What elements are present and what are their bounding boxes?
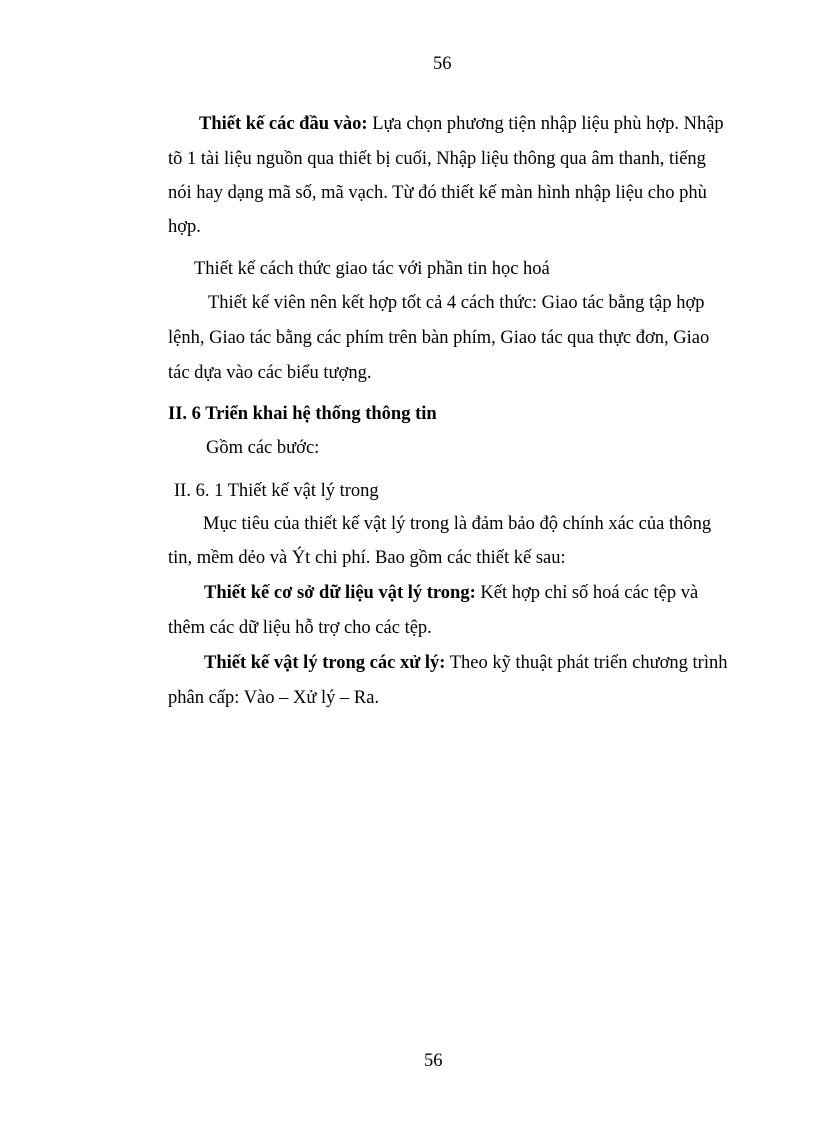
para-processing-bold: Thiết kế vật lý trong các xử lý:: [204, 653, 446, 673]
para-processing-line1-text: Theo kỹ thuật phát triển chương trình: [445, 653, 728, 673]
para-input-design-line4: hợp.: [168, 217, 201, 237]
page-number-top: 56: [433, 54, 452, 74]
para-designer-line2: lệnh, Giao tác bằng các phím trên bàn phím, Giao tác qua thực đơn, Giao: [168, 328, 710, 348]
steps-intro: Gồm các bước:: [206, 438, 320, 458]
para-database-line1-text: Kết hợp chỉ số hoá các tệp và: [475, 583, 699, 603]
page-number-bottom: 56: [424, 1051, 443, 1071]
para-objective-line1: Mục tiêu của thiết kế vật lý trong là đảm bảo độ chính xác của thông: [203, 514, 712, 534]
para-processing-line2: phân cấp: Vào – Xử lý – Ra.: [168, 688, 380, 708]
section-heading-ii61: II. 6. 1 Thiết kế vật lý trong: [174, 481, 379, 501]
para-objective-line2: tin, mềm dẻo và Ýt chi phí. Bao gồm các thiết kế sau:: [168, 548, 566, 568]
para-database-bold: Thiết kế cơ sở dữ liệu vật lý trong:: [204, 583, 476, 603]
para-designer-line1: Thiết kế viên nên kết hợp tốt cả 4 cách thức: Giao tác bằng tập hợp: [208, 293, 705, 313]
para-database-line2: thêm các dữ liệu hỗ trợ cho các tệp.: [168, 618, 432, 638]
para-processing-line1: [204, 654, 727, 673]
para-input-design-bold: Thiết kế các đầu vào:: [199, 114, 368, 134]
para-input-design-line3: nói hay dạng mã số, mã vạch. Từ đó thiết kế màn hình nhập liệu cho phù: [168, 183, 707, 203]
section-heading-ii6: II. 6 Triển khai hệ thống thông tin: [168, 404, 437, 424]
para-input-design-line2: tõ 1 tài liệu nguồn qua thiết bị cuối, Nhập liệu thông qua âm thanh, tiếng: [168, 149, 706, 169]
para-input-design-line1: [199, 115, 724, 134]
para-input-design-line1-text: Lựa chọn phương tiện nhập liệu phù hợp. Nhập: [367, 114, 724, 134]
para-database-line1: [204, 584, 698, 603]
para-designer-line3: tác dựa vào các biểu tượng.: [168, 363, 372, 383]
para-interaction-title: Thiết kế cách thức giao tác với phần tin học hoá: [194, 259, 550, 279]
